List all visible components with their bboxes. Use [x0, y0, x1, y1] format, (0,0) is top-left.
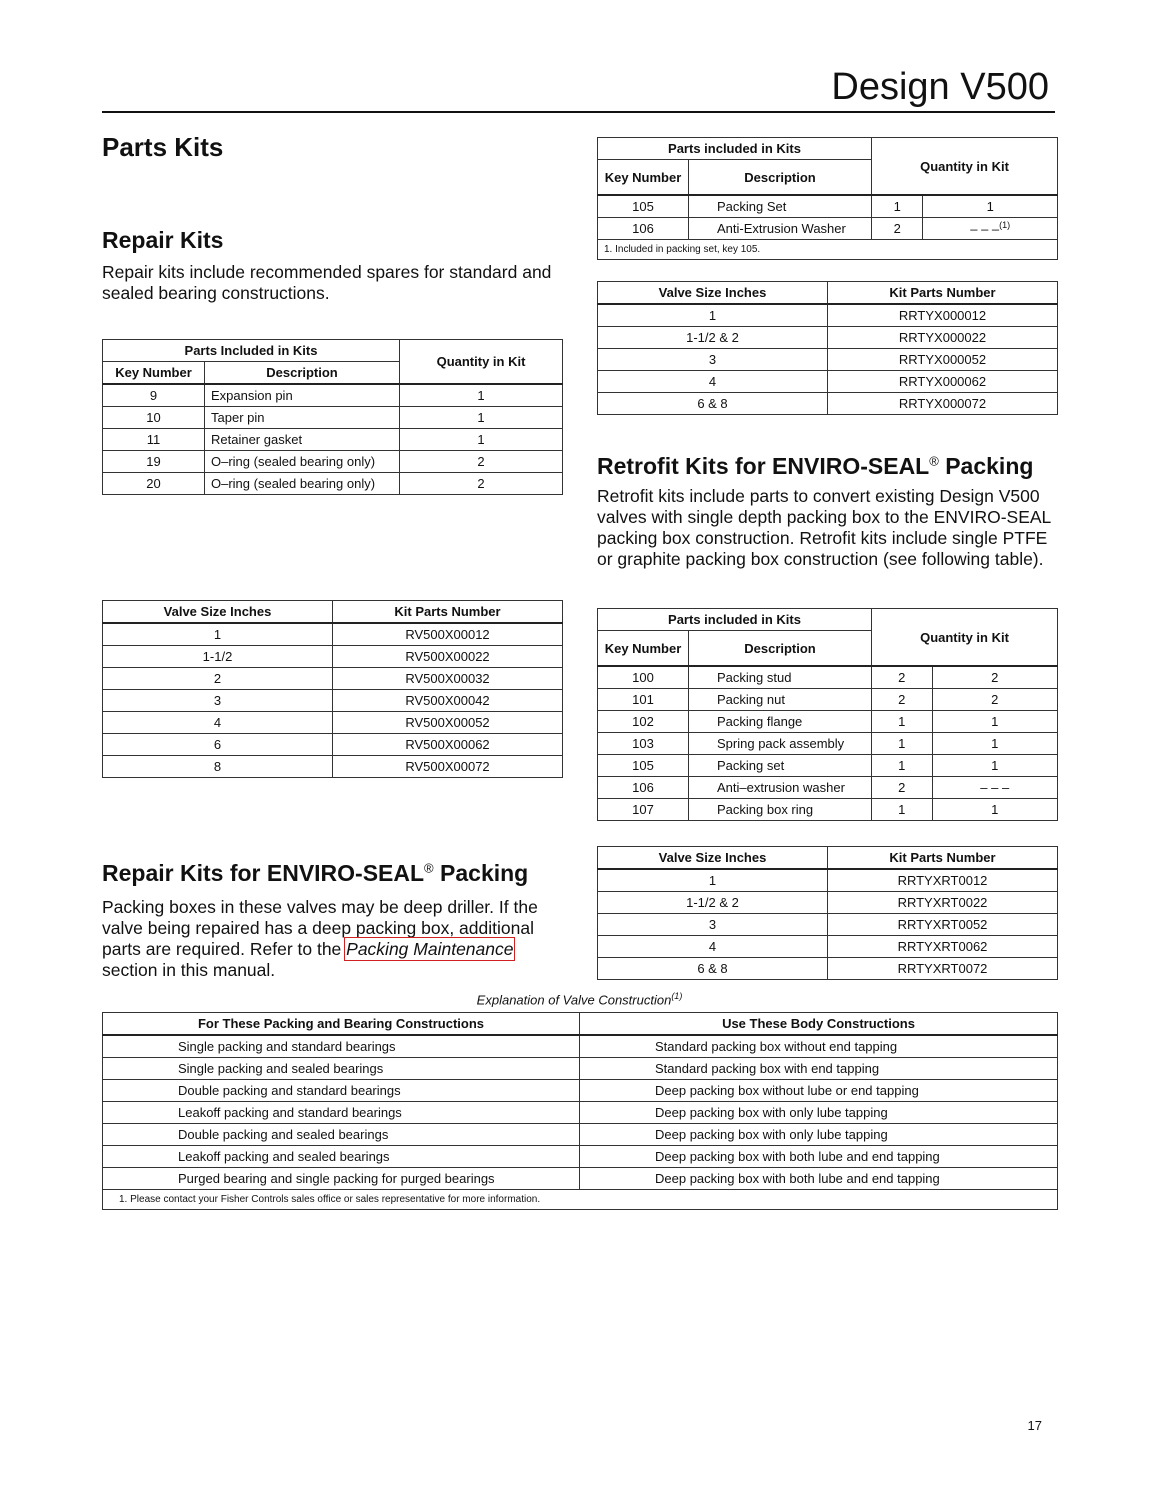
packing-kit-numbers-table — [597, 281, 1058, 415]
description-cell: Packing Set — [689, 195, 872, 218]
kit-number-cell: RRTYX000012 — [828, 304, 1058, 327]
key-number-cell: 11 — [103, 429, 205, 451]
packing-construction-cell: Double packing and sealed bearings — [103, 1124, 580, 1146]
kit-number-cell: RV500X00042 — [333, 690, 563, 712]
table-row — [103, 668, 563, 690]
quantity-cell: 2 — [872, 666, 933, 689]
quantity-cell: – – – — [932, 777, 1057, 799]
repair-kit-numbers-table — [102, 600, 563, 778]
body-construction-cell: Standard packing box without end tapping — [580, 1035, 1058, 1058]
table-row — [598, 711, 1058, 733]
explanation-caption — [102, 991, 1057, 1007]
retrofit-heading-tail: Packing — [938, 453, 1034, 479]
enviro-heading-tail: Packing — [433, 860, 529, 886]
valve-size-cell: 4 — [598, 936, 828, 958]
kit-number-cell: RRTYXRT0052 — [828, 914, 1058, 936]
table-row — [103, 756, 563, 778]
table-row — [598, 195, 1058, 218]
key-number-cell: 102 — [598, 711, 689, 733]
description-cell: Packing stud — [689, 666, 872, 689]
key-header: Key Number — [598, 160, 689, 196]
table-row — [103, 1168, 1058, 1190]
valve-size-cell: 3 — [598, 914, 828, 936]
repair-parts-table — [102, 339, 563, 495]
quantity-cell: 2 — [400, 473, 563, 495]
table-row — [103, 1035, 1058, 1058]
body-construction-cell: Standard packing box with end tapping — [580, 1058, 1058, 1080]
key-number-cell: 19 — [103, 451, 205, 473]
kit-number-cell: RRTYX000022 — [828, 327, 1058, 349]
kit-number-cell: RV500X00032 — [333, 668, 563, 690]
quantity-cell: – – –$^{(1)}$ — [923, 218, 1058, 240]
kit-number-cell: RRTYX000072 — [828, 393, 1058, 415]
quantity-cell: 1 — [400, 407, 563, 429]
body-construction-cell: Deep packing box with only lube tapping — [580, 1102, 1058, 1124]
parts-kits-heading: Parts Kits — [102, 132, 224, 162]
quantity-cell: 1 — [872, 799, 933, 821]
quantity-cell: 1 — [923, 195, 1058, 218]
kit-number-cell: RV500X00062 — [333, 734, 563, 756]
packing-construction-cell: Purged bearing and single packing for purged bearings — [103, 1168, 580, 1190]
kit-number-cell: RRTYX000062 — [828, 371, 1058, 393]
quantity-cell: 1 — [400, 429, 563, 451]
table-row — [103, 1080, 1058, 1102]
table-row — [103, 690, 563, 712]
description-cell: O–ring (sealed bearing only) — [205, 451, 400, 473]
valve-size-cell: 1 — [598, 304, 828, 327]
description-cell: Expansion pin — [205, 384, 400, 407]
description-cell: Spring pack assembly — [689, 733, 872, 755]
table-row — [598, 892, 1058, 914]
group-header: Parts included in Kits — [598, 609, 872, 631]
valve-size-cell: 3 — [598, 349, 828, 371]
explanation-table — [102, 1012, 1058, 1210]
body-construction-cell: Deep packing box with only lube tapping — [580, 1124, 1058, 1146]
quantity-cell: 1 — [932, 711, 1057, 733]
quantity-cell: 1 — [932, 755, 1057, 777]
description-cell: O–ring (sealed bearing only) — [205, 473, 400, 495]
caption-footnote-ref: (1) — [671, 991, 683, 1001]
retrofit-heading-text: Retrofit Kits for ENVIRO-SEAL — [597, 453, 930, 479]
table-row — [598, 304, 1058, 327]
table-row — [103, 646, 563, 668]
key-number-cell: 101 — [598, 689, 689, 711]
quantity-cell: 1 — [932, 799, 1057, 821]
key-number-cell: 10 — [103, 407, 205, 429]
table-row — [598, 733, 1058, 755]
kit-number-cell: RV500X00012 — [333, 623, 563, 646]
packing-construction-cell: Single packing and sealed bearings — [103, 1058, 580, 1080]
table-row — [103, 734, 563, 756]
valve-size-cell: 1-1/2 & 2 — [598, 892, 828, 914]
qty-header: Quantity in Kit — [872, 609, 1058, 667]
kit-number-cell: RRTYXRT0012 — [828, 869, 1058, 892]
kit-number-cell: RRTYXRT0072 — [828, 958, 1058, 980]
packing-construction-cell: Leakoff packing and sealed bearings — [103, 1146, 580, 1168]
valve-size-cell: 1-1/2 — [103, 646, 333, 668]
kit-number-cell: RV500X00052 — [333, 712, 563, 734]
key-number-cell: 9 — [103, 384, 205, 407]
table-row — [598, 327, 1058, 349]
description-cell: Anti-Extrusion Washer — [689, 218, 872, 240]
key-number-cell: 103 — [598, 733, 689, 755]
quantity-cell: 2 — [872, 777, 933, 799]
valve-size-cell: 6 & 8 — [598, 393, 828, 415]
valve-size-cell: 2 — [103, 668, 333, 690]
enviro-text-after: section in this manual. — [102, 960, 276, 980]
packing-parts-table — [597, 137, 1058, 260]
packing-construction-cell: Leakoff packing and standard bearings — [103, 1102, 580, 1124]
retrofit-parts-table — [597, 608, 1058, 821]
valve-size-cell: 8 — [103, 756, 333, 778]
description-cell: Retainer gasket — [205, 429, 400, 451]
quantity-cell: 2 — [872, 689, 933, 711]
valve-size-cell: 3 — [103, 690, 333, 712]
caption-text: Explanation of Valve Construction — [476, 992, 672, 1008]
qty-header: Quantity in Kit — [400, 340, 563, 385]
key-number-cell: 107 — [598, 799, 689, 821]
key-number-cell: 106 — [598, 218, 689, 240]
table-row — [103, 473, 563, 495]
qty-header: Quantity in Kit — [872, 138, 1058, 196]
quantity-cell: 2 — [932, 666, 1057, 689]
desc-header: Description — [689, 631, 872, 667]
table-footnote: 1. Included in packing set, key 105. — [598, 240, 1058, 260]
header-rule — [102, 111, 1055, 113]
table-row — [598, 371, 1058, 393]
table-row — [103, 1146, 1058, 1168]
valve-size-cell: 6 & 8 — [598, 958, 828, 980]
key-number-cell: 20 — [103, 473, 205, 495]
quantity-cell: 2 — [400, 451, 563, 473]
group-header: Parts included in Kits — [598, 138, 872, 160]
enviro-text-before: Packing boxes in these valves may be deep driller. If the valve being repaired has a deep packing box, additional parts are required. Refer to the — [102, 897, 538, 959]
repair-kits-text: Repair kits include recommended spares for standard and sealed bearing constructions. — [102, 262, 552, 303]
table-row — [598, 755, 1058, 777]
valve-size-cell: 4 — [598, 371, 828, 393]
body-construction-cell: Deep packing box with both lube and end tapping — [580, 1146, 1058, 1168]
key-header: Key Number — [598, 631, 689, 667]
kit-number-cell: RRTYXRT0062 — [828, 936, 1058, 958]
quantity-cell: 1 — [872, 755, 933, 777]
table-row — [103, 407, 563, 429]
packing-maintenance-link[interactable]: Packing Maintenance — [346, 939, 514, 959]
table-row — [598, 914, 1058, 936]
valve-size-cell: 6 — [103, 734, 333, 756]
size-header: Valve Size Inches — [103, 601, 333, 624]
quantity-cell: 1 — [872, 711, 933, 733]
packing-construction-cell: Single packing and standard bearings — [103, 1035, 580, 1058]
table-row — [103, 1124, 1058, 1146]
quantity-cell: 1 — [932, 733, 1057, 755]
retrofit-heading — [597, 453, 1033, 480]
valve-size-cell: 1 — [103, 623, 333, 646]
table-row — [103, 429, 563, 451]
registered-mark: ® — [929, 453, 939, 469]
explanation-footnote: 1. Please contact your Fisher Controls sales office or sales representative for more information. — [103, 1190, 1058, 1210]
table-row — [598, 349, 1058, 371]
description-cell: Packing set — [689, 755, 872, 777]
key-header: Key Number — [103, 362, 205, 385]
desc-header: Description — [689, 160, 872, 196]
desc-header: Description — [205, 362, 400, 385]
table-row — [598, 666, 1058, 689]
body-constructions-header: Use These Body Constructions — [580, 1013, 1058, 1036]
table-row — [103, 712, 563, 734]
footnote-ref: (1) — [999, 220, 1011, 231]
packing-construction-cell: Double packing and standard bearings — [103, 1080, 580, 1102]
description-cell: Anti–extrusion washer — [689, 777, 872, 799]
description-cell: Packing flange — [689, 711, 872, 733]
size-header: Valve Size Inches — [598, 282, 828, 305]
table-row — [103, 384, 563, 407]
key-number-cell: 100 — [598, 666, 689, 689]
table-row — [598, 393, 1058, 415]
description-cell: Packing box ring — [689, 799, 872, 821]
table-row — [103, 623, 563, 646]
table-row — [598, 218, 1058, 240]
description-cell: Taper pin — [205, 407, 400, 429]
group-header: Parts Included in Kits — [103, 340, 400, 362]
enviro-repair-text — [102, 897, 562, 981]
body-construction-cell: Deep packing box without lube or end tapping — [580, 1080, 1058, 1102]
table-row — [598, 689, 1058, 711]
retrofit-text: Retrofit kits include parts to convert existing Design V500 valves with single depth packing box to the ENVIRO-SEAL packing box construction. Retrofit kits include single PTFE or graphite packing box construction (see following table). — [597, 486, 1051, 569]
kit-header: Kit Parts Number — [333, 601, 563, 624]
kit-number-cell: RV500X00072 — [333, 756, 563, 778]
key-number-cell: 106 — [598, 777, 689, 799]
table-row — [598, 869, 1058, 892]
description-cell: Packing nut — [689, 689, 872, 711]
table-row — [103, 451, 563, 473]
valve-size-cell: 1-1/2 & 2 — [598, 327, 828, 349]
size-header: Valve Size Inches — [598, 847, 828, 870]
table-row — [598, 799, 1058, 821]
table-row — [103, 1058, 1058, 1080]
kit-number-cell: RRTYXRT0022 — [828, 892, 1058, 914]
valve-size-cell: 4 — [103, 712, 333, 734]
kit-number-cell: RRTYX000052 — [828, 349, 1058, 371]
table-row — [598, 958, 1058, 980]
retrofit-kit-numbers-table — [597, 846, 1058, 980]
registered-mark: ® — [424, 860, 434, 876]
key-number-cell: 105 — [598, 755, 689, 777]
kit-number-cell: RV500X00022 — [333, 646, 563, 668]
page-number: 17 — [1027, 1418, 1042, 1433]
document-title: Design V500 — [831, 66, 1049, 108]
quantity-cell: 1 — [400, 384, 563, 407]
kit-header: Kit Parts Number — [828, 282, 1058, 305]
quantity-cell: 1 — [872, 195, 923, 218]
kit-header: Kit Parts Number — [828, 847, 1058, 870]
table-row — [598, 936, 1058, 958]
quantity-cell: 2 — [872, 218, 923, 240]
table-row — [103, 1102, 1058, 1124]
body-construction-cell: Deep packing box with both lube and end tapping — [580, 1168, 1058, 1190]
quantity-cell: 1 — [872, 733, 933, 755]
repair-kits-heading: Repair Kits — [102, 227, 224, 253]
enviro-repair-heading — [102, 860, 528, 887]
quantity-cell: 2 — [932, 689, 1057, 711]
table-row — [598, 777, 1058, 799]
packing-constructions-header: For These Packing and Bearing Constructions — [103, 1013, 580, 1036]
key-number-cell: 105 — [598, 195, 689, 218]
enviro-heading-text: Repair Kits for ENVIRO-SEAL — [102, 860, 425, 886]
valve-size-cell: 1 — [598, 869, 828, 892]
